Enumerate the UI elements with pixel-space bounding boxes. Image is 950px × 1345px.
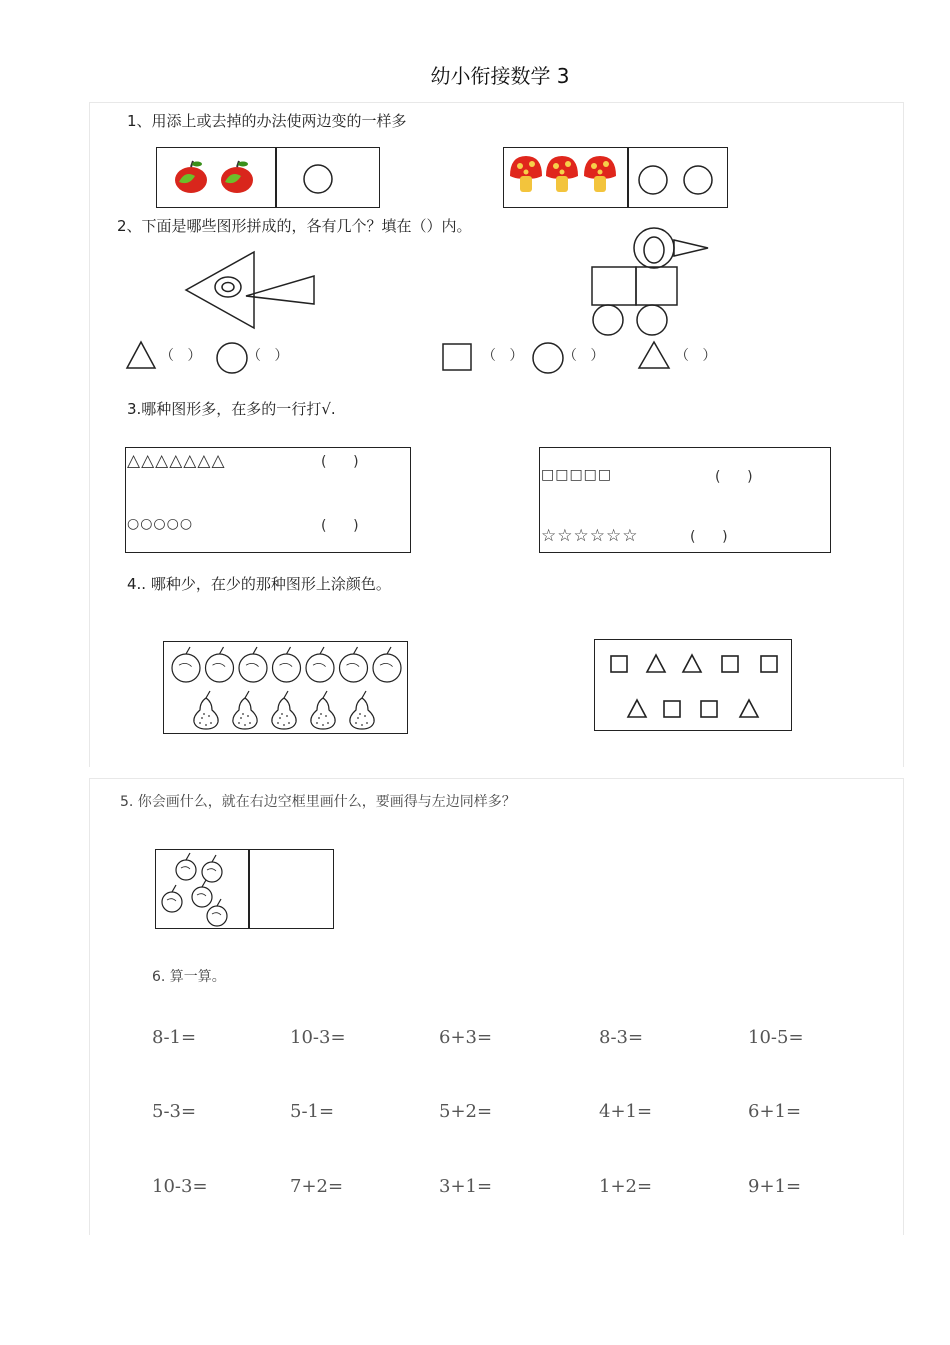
answer-blank[interactable]: （ ） [160, 348, 202, 364]
apple-outline-icon [176, 853, 196, 880]
square-row: □□□□□ [541, 467, 613, 483]
math-problem: 5-3= [152, 1101, 197, 1122]
square-icon [441, 342, 473, 372]
answer-blank[interactable]: （ ） [675, 348, 717, 364]
math-problem: 4+1= [599, 1101, 653, 1122]
drawing-area[interactable] [250, 850, 333, 927]
worksheet-panel-bottom [89, 778, 904, 1235]
triangle-row: △△△△△△△ [127, 451, 226, 471]
apple-outline-icon [162, 885, 182, 912]
apple-outline-icon [239, 647, 267, 682]
answer-blank[interactable]: （ ） [482, 348, 524, 364]
triangle-icon [637, 340, 671, 370]
question-6-text: 6. 算一算。 [152, 969, 226, 985]
circle-icon [637, 164, 669, 196]
apple-outline-icon [373, 647, 401, 682]
apple-icon [217, 156, 257, 196]
triangle-icon [647, 655, 665, 672]
mushroom-icon [508, 154, 544, 198]
apple-outline-icon [192, 880, 212, 907]
fruit-drawing [164, 642, 409, 735]
q4-left-box [163, 641, 408, 734]
circle-icon [302, 163, 334, 195]
triangle-icon [683, 655, 701, 672]
bird-figure [588, 222, 712, 337]
triangle-icon [740, 700, 758, 717]
circle-row: ○○○○○ [127, 516, 194, 532]
question-1-text: 1、用添上或去掉的办法使两边变的一样多 [127, 112, 407, 130]
page-title: 幼小衔接数学 3 [430, 64, 570, 88]
question-2-text: 2、下面是哪些图形拼成的，各有几个？填在（）内。 [117, 217, 472, 235]
star-row: ☆☆☆☆☆☆ [541, 526, 639, 546]
question-3-text: 3.哪种图形多，在多的一行打√. [127, 400, 336, 418]
triangle-icon [125, 340, 157, 370]
q1-left-box [156, 147, 380, 208]
q3-right-box [539, 447, 831, 553]
circle-icon [682, 164, 714, 196]
mushroom-icon [582, 154, 618, 198]
apple-drawing [156, 850, 248, 928]
apple-outline-icon [273, 647, 301, 682]
answer-blank[interactable]: ( ) [321, 518, 359, 534]
answer-blank[interactable]: （ ） [247, 348, 289, 364]
circle-icon [531, 341, 565, 375]
square-icon [761, 656, 777, 672]
pear-icon [194, 691, 218, 729]
math-problem: 9+1= [748, 1176, 802, 1197]
circle-icon [215, 341, 249, 375]
apple-icon [171, 156, 211, 196]
question-4-text: 4.. 哪种少，在少的那种图形上涂颜色。 [127, 575, 391, 593]
math-problem: 1+2= [599, 1176, 653, 1197]
math-problem: 10-3= [290, 1027, 346, 1048]
q3-left-box [125, 447, 411, 553]
mushroom-icon [544, 154, 580, 198]
apple-outline-icon [306, 647, 334, 682]
shape-drawing [595, 640, 793, 732]
math-problem: 6+3= [439, 1027, 493, 1048]
square-icon [611, 656, 627, 672]
math-problem: 10-5= [748, 1027, 804, 1048]
square-icon [722, 656, 738, 672]
math-problem: 7+2= [290, 1176, 344, 1197]
math-problem: 6+1= [748, 1101, 802, 1122]
answer-blank[interactable]: （ ） [563, 348, 605, 364]
answer-blank[interactable]: ( ) [321, 454, 359, 470]
apple-outline-icon [340, 647, 368, 682]
math-problem: 10-3= [152, 1176, 208, 1197]
apple-outline-icon [206, 647, 234, 682]
math-problem: 8-1= [152, 1027, 197, 1048]
answer-blank[interactable]: ( ) [690, 529, 728, 545]
pear-icon [233, 691, 257, 729]
q1-right-box [503, 147, 728, 208]
pear-icon [272, 691, 296, 729]
answer-blank[interactable]: ( ) [715, 469, 753, 485]
apple-outline-icon [202, 855, 222, 882]
square-icon [701, 701, 717, 717]
pear-icon [350, 691, 374, 729]
fish-figure [180, 248, 320, 332]
question-5-text: 5. 你会画什么，就在右边空框里画什么，要画得与左边同样多？ [120, 794, 516, 810]
math-problem: 5-1= [290, 1101, 335, 1122]
math-problem: 8-3= [599, 1027, 644, 1048]
apple-outline-icon [172, 647, 200, 682]
square-icon [664, 701, 680, 717]
q5-box [155, 849, 334, 929]
math-problem: 5+2= [439, 1101, 493, 1122]
q4-right-box [594, 639, 792, 731]
math-problem: 3+1= [439, 1176, 493, 1197]
triangle-icon [628, 700, 646, 717]
pear-icon [311, 691, 335, 729]
